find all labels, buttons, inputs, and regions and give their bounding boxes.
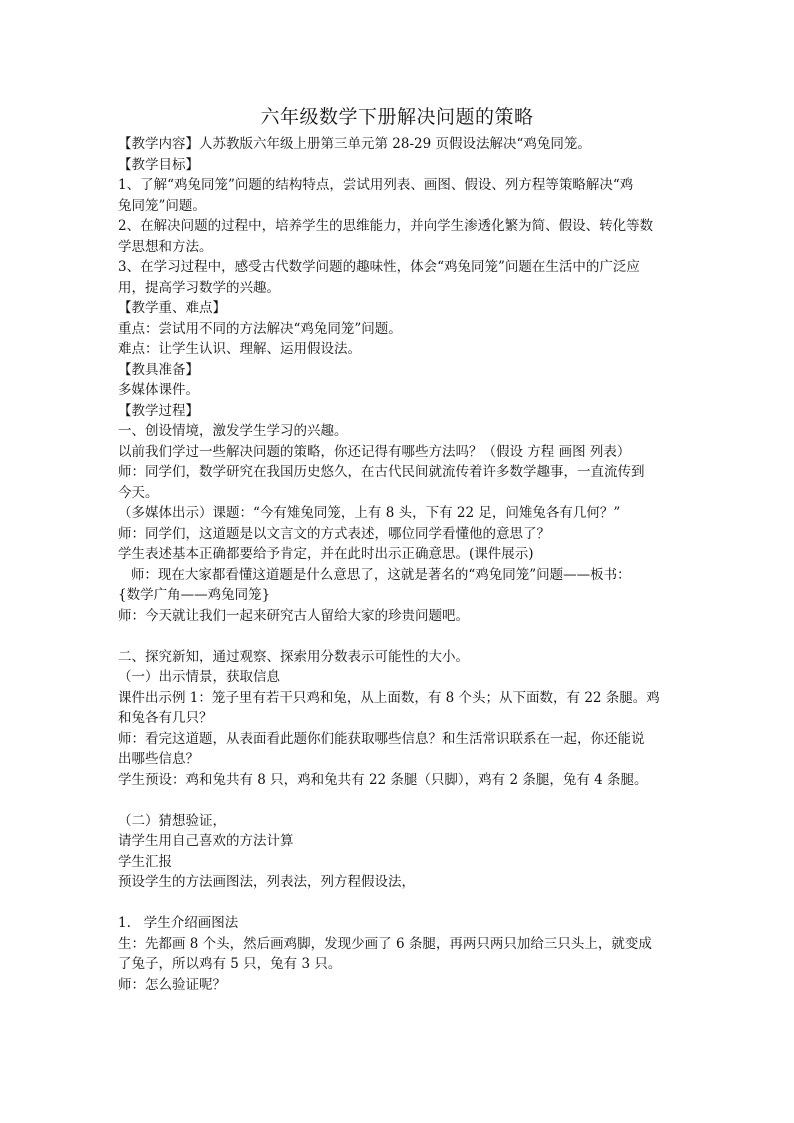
- paragraph-line: 课件出示例 1：笼子里有若干只鸡和兔，从上面数，有 8 个头；从下面数，有 22 条腿。鸡: [118, 689, 660, 706]
- paragraph-line: 了兔子，所以鸡有 5 只，兔有 3 只。: [118, 956, 342, 972]
- paragraph-line: 师：看完这道题，从表面看此题你们能获取哪些信息？和生活常识联系在一起，你还能说: [118, 730, 645, 747]
- key-point-line: 重点：尝试用不同的方法解决“鸡兔同笼”问题。: [118, 320, 402, 337]
- difficult-point-line: 难点：让学生认识、理解、运用假设法。: [118, 341, 361, 357]
- blank-line: [118, 626, 678, 647]
- blank-line: [118, 893, 678, 914]
- subsection-heading-1: （一）出示情景，获取信息: [118, 669, 280, 685]
- paragraph-line: 学生预设：鸡和兔共有 8 只，鸡和兔共有 22 条腿（只脚），鸡有 2 条腿，兔有 4 条腿。: [118, 771, 648, 788]
- materials-line: 多媒体课件。: [118, 382, 199, 398]
- document-title: 六年级数学下册解决问题的策略: [260, 106, 534, 128]
- goal-1-line-1: 1、了解“鸡兔同笼”问题的结构特点，尝试用列表、画图、假设、列方程等策略解决“鸡: [118, 177, 634, 193]
- blackboard-title-line: {数学广角——鸡兔同笼}: [118, 587, 271, 603]
- paragraph-line: （多媒体出示）课题：“今有雉兔同笼，上有 8 头，下有 22 足，问雉兔各有几何？”: [118, 505, 621, 521]
- paragraph-line: 师：现在大家都看懂这道题是什么意思了，这就是著名的“鸡兔同笼”问题——板书：: [118, 566, 631, 583]
- paragraph-line: 师：同学们，数学研究在我国历史悠久，在古代民间就流传着许多数学趣事，一直流传到: [118, 464, 645, 480]
- paragraph-line: 以前我们学过一些解决问题的策略，你还记得有哪些方法吗？（假设 方程 画图 列表）: [118, 443, 631, 460]
- goal-2-line-1: 2、在解决问题的过程中，培养学生的思维能力，并向学生渗透化繁为简、假设、转化等数: [118, 218, 654, 234]
- paragraph-line: 生：先都画 8 个头，然后画鸡脚，发现少画了 6 条腿，再两只两只加给三只头上，就变成: [118, 935, 652, 952]
- part-2-heading: 二、探究新知，通过观察、探索用分数表示可能性的大小。: [118, 648, 469, 665]
- paragraph-line: 预设学生的方法画图法，列表法，列方程假设法，: [118, 874, 415, 890]
- paragraph-line: 今天。: [118, 484, 159, 501]
- subsection-heading-2: （二）猜想验证，: [118, 812, 226, 829]
- document-body: [118, 134, 678, 995]
- paragraph-line: 学生表述基本正确都要给予肯定，并在此时出示正确意思。(课件展示): [118, 546, 534, 562]
- paragraph-line: 和兔各有几只？: [118, 710, 213, 726]
- part-1-heading: 一、创设情境，激发学生学习的兴趣。: [118, 423, 348, 439]
- paragraph-line: 出哪些信息？: [118, 751, 199, 767]
- section-heading-process: 【教学过程】: [118, 402, 199, 419]
- paragraph-line: 师：今天就让我们一起来研究古人留给大家的珍贵问题吧。: [118, 607, 469, 624]
- paragraph-line: 师：怎么验证呢？: [118, 976, 226, 993]
- teaching-content-line: 【教学内容】人苏教版六年级上册第三单元第 28-29 页假设法解决“鸡兔同笼。: [118, 136, 591, 152]
- paragraph-line: 学生汇报: [118, 853, 172, 870]
- blank-line: [118, 790, 678, 811]
- goal-3-line-2: 用，提高学习数学的兴趣。: [118, 279, 280, 296]
- numbered-item-heading: 1. 学生介绍画图法: [118, 915, 239, 931]
- goal-2-line-2: 学思想和方法。: [118, 238, 213, 255]
- paragraph-line: 师：同学们，这道题是以文言文的方式表述，哪位同学看懂他的意思了？: [118, 525, 550, 542]
- goal-3-line-1: 3、在学习过程中，感受古代数学问题的趣味性，体会“鸡兔同笼”问题在生活中的广泛应: [118, 259, 640, 275]
- goal-1-line-2: 兔同笼”问题。: [118, 197, 206, 214]
- section-heading-goals: 【教学目标】: [118, 156, 199, 173]
- paragraph-line: 请学生用自己喜欢的方法计算: [118, 833, 294, 849]
- section-heading-key-points: 【教学重、难点】: [118, 300, 226, 316]
- section-heading-materials: 【教具准备】: [118, 361, 199, 378]
